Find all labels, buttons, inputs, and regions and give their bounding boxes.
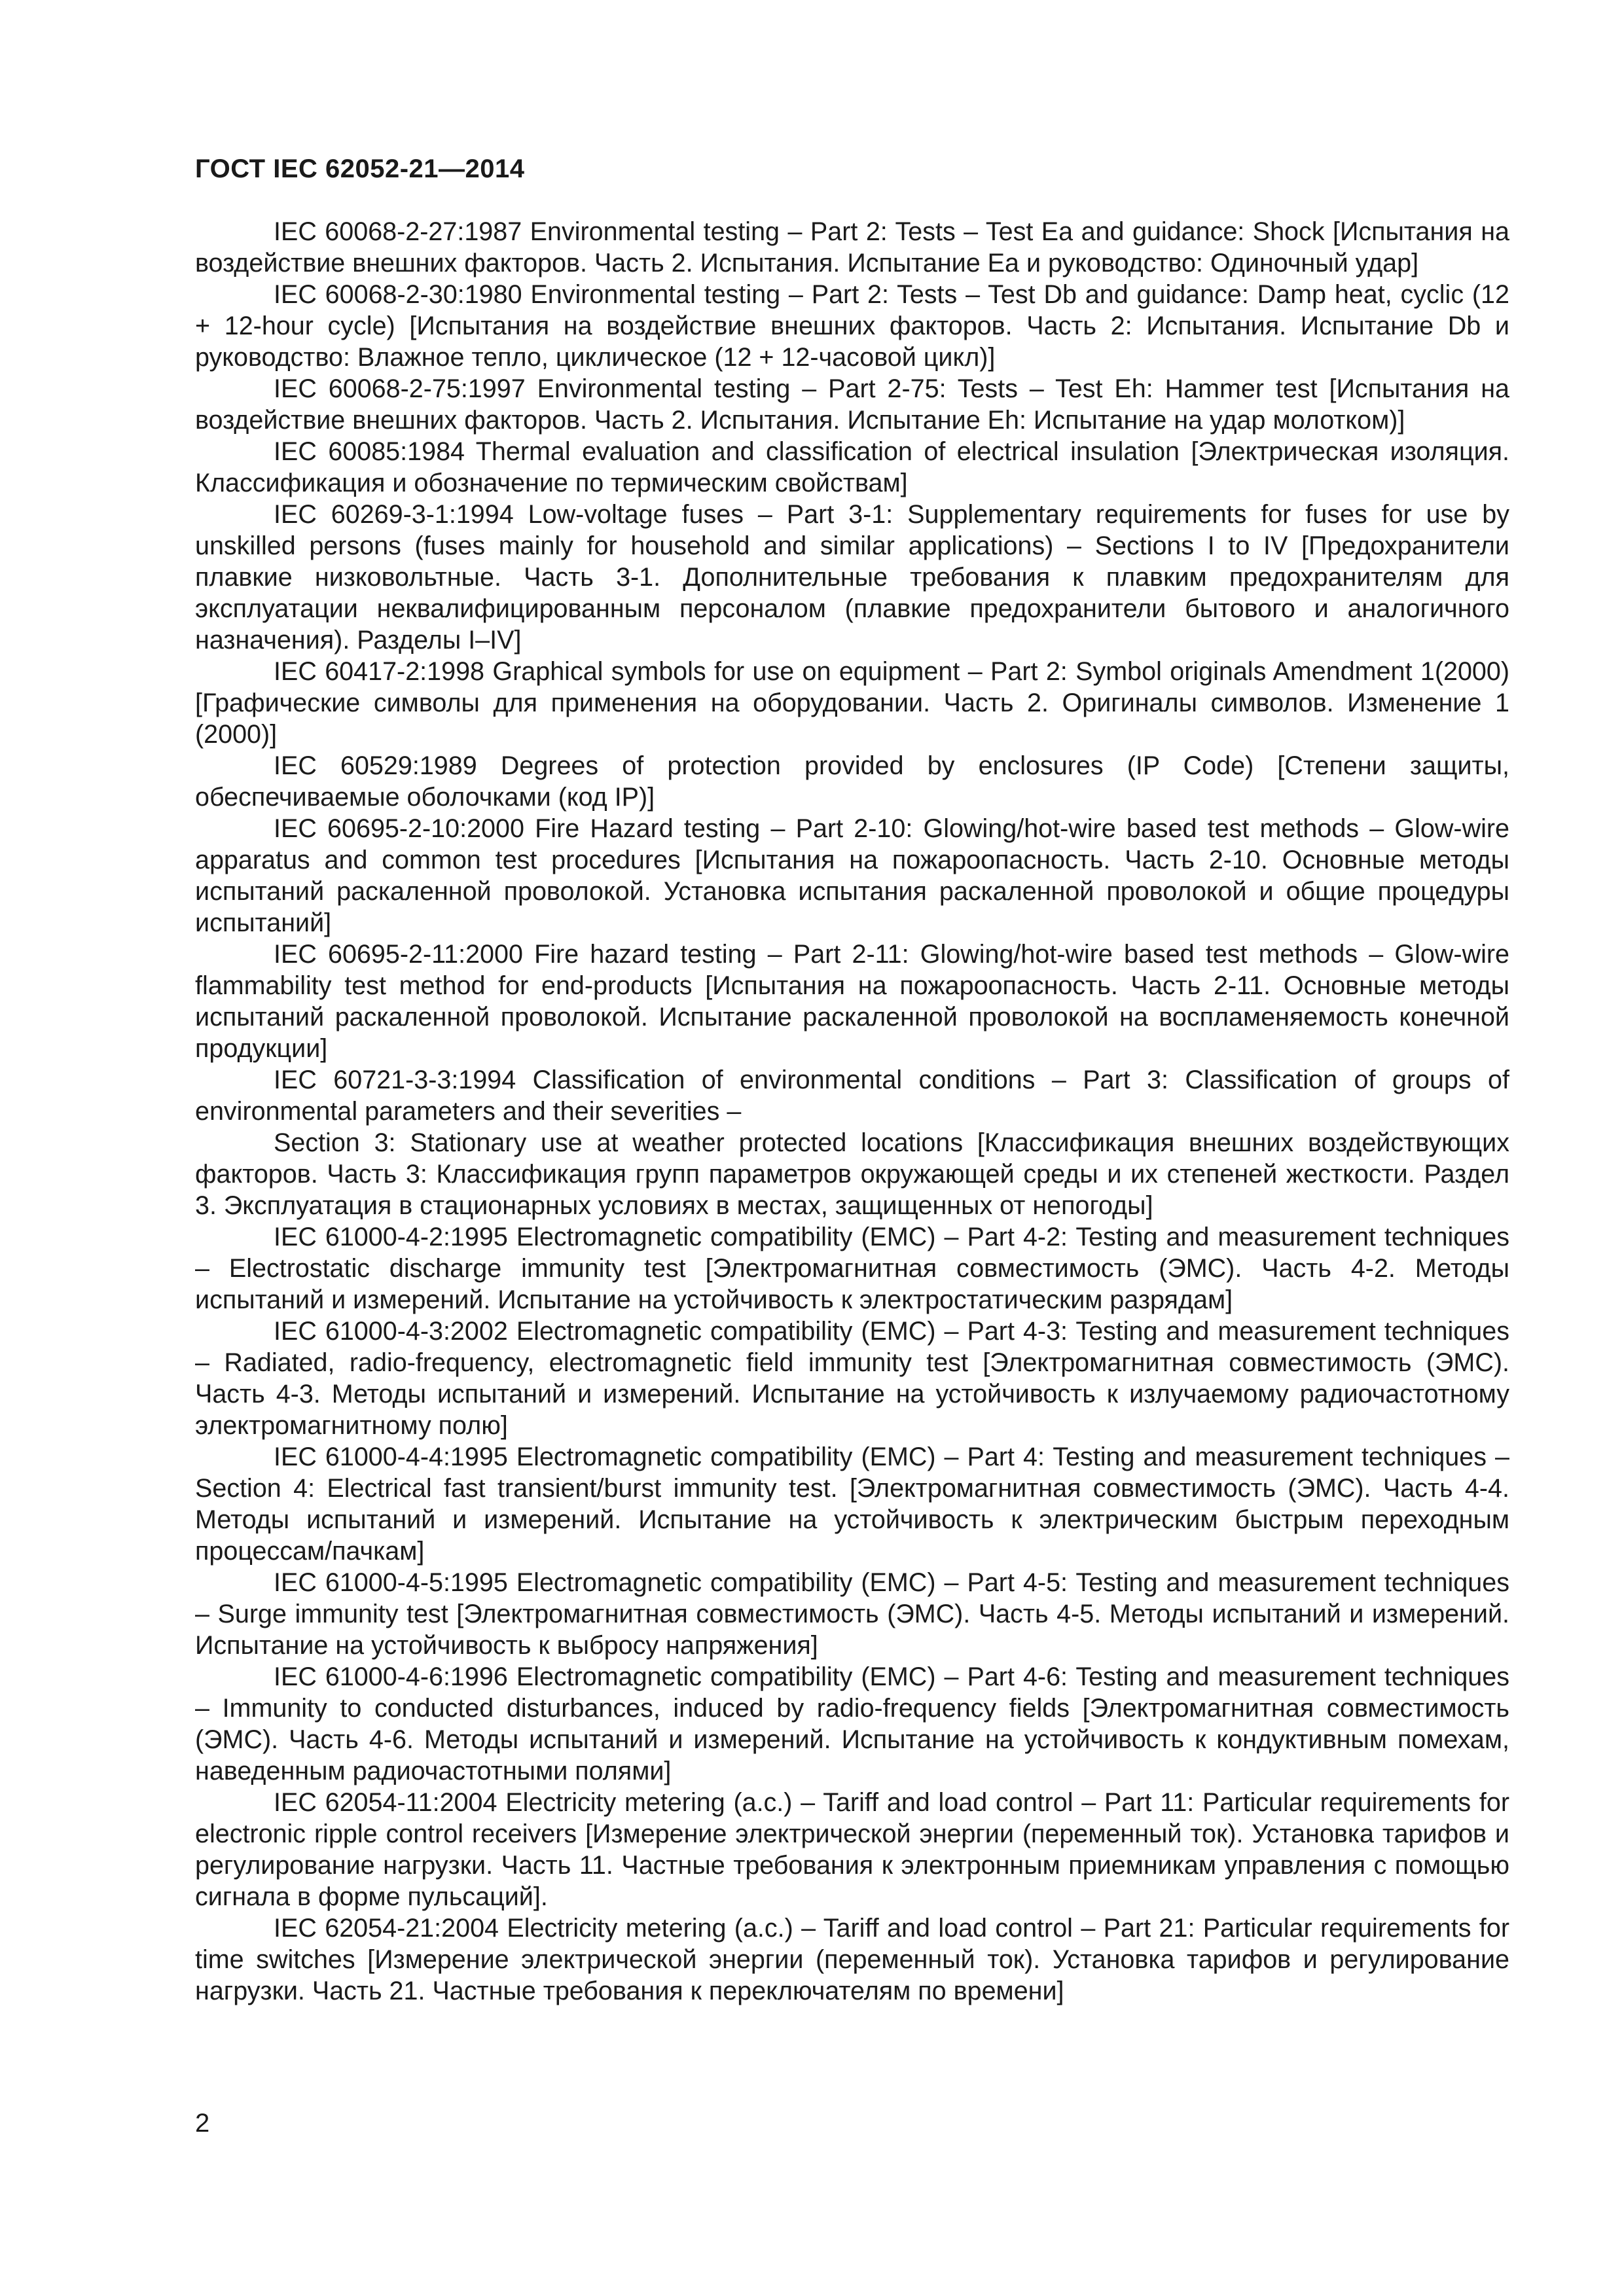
- reference-entry: IEC 61000-4-6:1996 Electromagnetic compatibility (EMC) – Part 4-6: Testing and measurement techniques – Immunity to conducted disturbances, induced by radio-frequency fields [Электромагнитная совместимость (ЭМС). Часть 4-6. Методы испытаний и измерений. Испытание на устойчивость к кондуктивным помехам, наведенным радиочастотными полями]: [195, 1662, 1509, 1785]
- reference-entry: IEC 60721-3-3:1994 Classification of environmental conditions – Part 3: Classification of groups of environmental parameters and their severities –: [195, 1066, 1509, 1126]
- reference-entry: IEC 60068-2-75:1997 Environmental testing – Part 2-75: Tests – Test Eh: Hammer test [Испытания на воздействие внешних факторов. Часть 2. Испытания. Испытание Eh: Испытание на удар молотком)]: [195, 374, 1509, 435]
- reference-entry: IEC 61000-4-3:2002 Electromagnetic compatibility (EMC) – Part 4-3: Testing and measurement techniques – Radiated, radio-frequency, electromagnetic field immunity test [Электромагнитная совместимость (ЭМС). Часть 4-3. Методы испытаний и измерений. Испытание на устойчивость к излучаемому радиочастотному электромагнитному полю]: [195, 1317, 1509, 1440]
- reference-entry: IEC 62054-11:2004 Electricity metering (a.c.) – Tariff and load control – Part 11: Particular requirements for electronic ripple control receivers [Измерение электрической энергии (переменный ток). Установка тарифов и регулирование нагрузки. Часть 11. Частные требования к электронным приемникам управления с помощью сигнала в форме пульсаций].: [195, 1788, 1509, 1911]
- reference-entry: IEC 60695-2-10:2000 Fire Hazard testing – Part 2-10: Glowing/hot-wire based test methods – Glow-wire apparatus and common test procedures [Испытания на пожароопасность. Часть 2-10. Основные методы испытаний раскаленной проволокой. Установка испытания раскаленной проволокой и общие процедуры испытаний]: [195, 814, 1509, 937]
- reference-entry: IEC 60269-3-1:1994 Low-voltage fuses – Part 3-1: Supplementary requirements for fuses for use by unskilled persons (fuses mainly for household and similar applications) – Sections I to IV [Предохранители плавкие низковольтные. Часть 3-1. Дополнительные требования к плавким предохранителям для эксплуатации неквалифицированным персоналом (плавкие предохранители бытового и аналогичного назначения). Разделы I–IV]: [195, 500, 1509, 655]
- reference-entry: IEC 61000-4-4:1995 Electromagnetic compatibility (EMC) – Part 4: Testing and measurement techniques – Section 4: Electrical fast transient/burst immunity test. [Электромагнитная совместимость (ЭМС). Часть 4-4. Методы испытаний и измерений. Испытание на устойчивость к электрическим быстрым переходным процессам/пачкам]: [195, 1443, 1509, 1566]
- reference-entry: IEC 60695-2-11:2000 Fire hazard testing – Part 2-11: Glowing/hot-wire based test methods – Glow-wire flammability test method for end-products [Испытания на пожароопасность. Часть 2-11. Основные методы испытаний раскаленной проволокой. Испытание раскаленной проволокой на воспламеняемость конечной продукции]: [195, 940, 1509, 1063]
- document-header: ГОСТ IEC 62052-21—2014: [195, 154, 525, 183]
- reference-entry: IEC 61000-4-5:1995 Electromagnetic compatibility (EMC) – Part 4-5: Testing and measurement techniques – Surge immunity test [Электромагнитная совместимость (ЭМС). Часть 4-5. Методы испытаний и измерений. Испытание на устойчивость к выбросу напряжения]: [195, 1568, 1509, 1660]
- reference-entry: IEC 61000-4-2:1995 Electromagnetic compatibility (EMC) – Part 4-2: Testing and measurement techniques – Electrostatic discharge immunity test [Электромагнитная совместимость (ЭМС). Часть 4-2. Методы испытаний и измерений. Испытание на устойчивость к электростатическим разрядам]: [195, 1223, 1509, 1314]
- reference-entry: IEC 60068-2-27:1987 Environmental testing – Part 2: Tests – Test Ea and guidance: Shock [Испытания на воздействие внешних факторов. Часть 2. Испытания. Испытание Ea и руководство: Одиночный удар]: [195, 217, 1509, 278]
- reference-entry: IEC 60529:1989 Degrees of protection provided by enclosures (IP Code) [Степени защиты, обеспечиваемые оболочками (код IP)]: [195, 751, 1509, 812]
- normative-references-list: [195, 216, 1509, 2007]
- page-number: 2: [195, 2109, 210, 2138]
- reference-entry: IEC 62054-21:2004 Electricity metering (a.c.) – Tariff and load control – Part 21: Particular requirements for time switches [Измерение электрической энергии (переменный ток). Установка тарифов и регулирование нагрузки. Часть 21. Частные требования к переключателям по времени]: [195, 1914, 1509, 2005]
- reference-entry: Section 3: Stationary use at weather protected locations [Классификация внешних воздействующих факторов. Часть 3: Классификация групп параметров окружающей среды и их степеней жесткости. Раздел 3. Эксплуатация в стационарных условиях в местах, защищенных от непогоды]: [195, 1128, 1509, 1220]
- reference-entry: IEC 60417-2:1998 Graphical symbols for use on equipment – Part 2: Symbol originals Amendment 1(2000) [Графические символы для применения на оборудовании. Часть 2. Оригиналы символов. Изменение 1 (2000)]: [195, 657, 1509, 749]
- reference-entry: IEC 60085:1984 Thermal evaluation and classification of electrical insulation [Электрическая изоляция. Классификация и обозначение по термическим свойствам]: [195, 437, 1509, 497]
- reference-entry: IEC 60068-2-30:1980 Environmental testing – Part 2: Tests – Test Db and guidance: Damp heat, cyclic (12 + 12-hour cycle) [Испытания на воздействие внешних факторов. Часть 2: Испытания. Испытание Db и руководство: Влажное тепло, циклическое (12 + 12-часовой цикл)]: [195, 280, 1509, 372]
